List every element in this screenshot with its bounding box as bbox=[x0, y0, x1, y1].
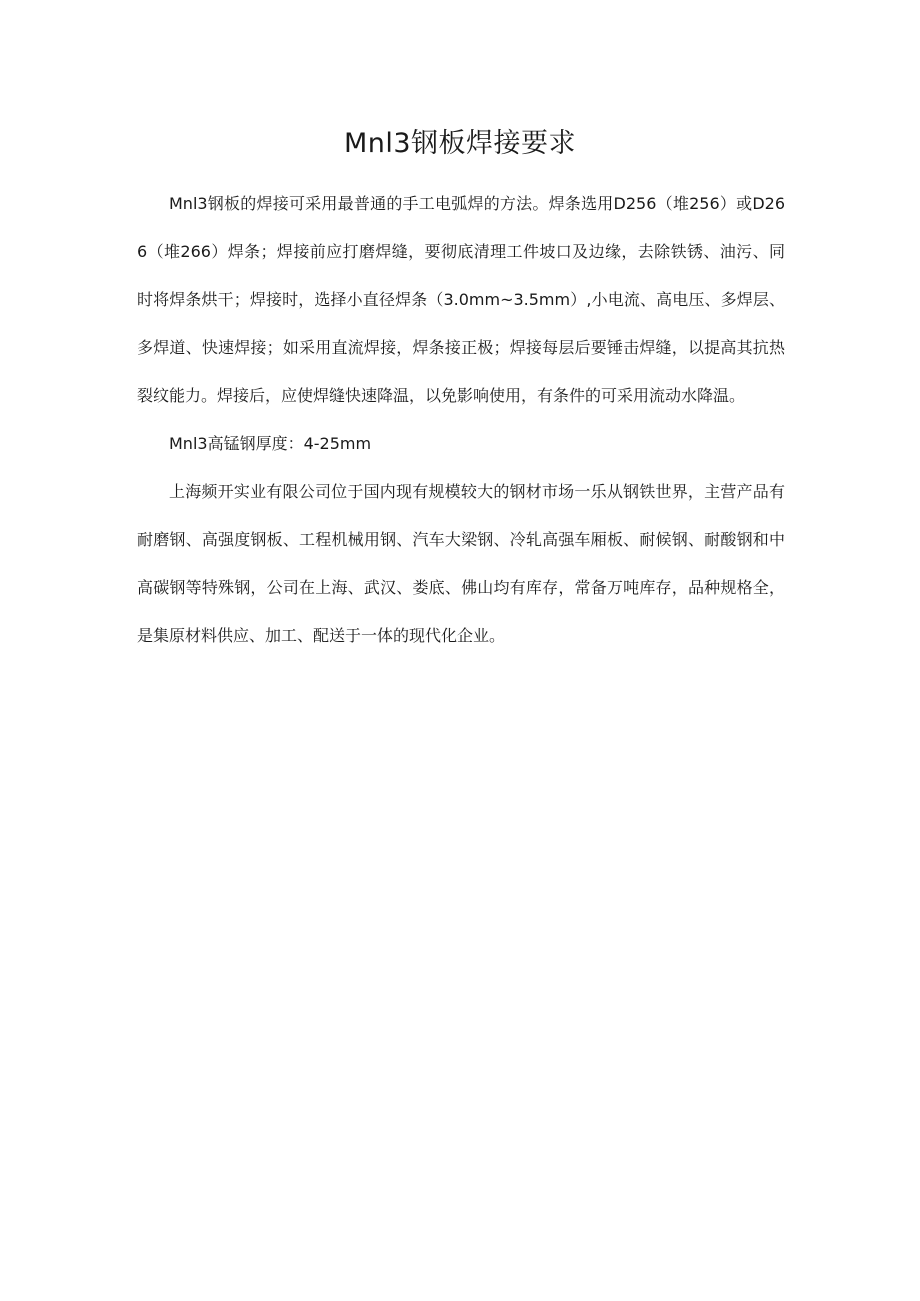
document-body bbox=[137, 180, 785, 660]
paragraph-thickness: Mnl3高锰钢厚度：4-25mm bbox=[169, 434, 372, 453]
paragraph-welding-method: Mnl3钢板的焊接可采用最普通的手工电弧焊的方法。焊条选用D256（堆256）或D266（堆266）焊条；焊接前应打磨焊缝，要彻底清理工件坡口及边缘，去除铁锈、油污、同时将焊条烘干；焊接时，选择小直径焊条（3.0mm~3.5mm）,小电流、高电压、多焊层、多焊道、快速焊接；如采用直流焊接，焊条接正极；焊接每层后要锤击焊缝，以提高其抗热裂纹能力。焊接后，应使焊缝快速降温，以免影响使用，有条件的可采用流动水降温。 bbox=[137, 194, 785, 405]
document-title: Mnl3钢板焊接要求 bbox=[343, 128, 577, 159]
paragraph-company-intro: 上海频开实业有限公司位于国内现有规模较大的钢材市场一乐从钢铁世界，主营产品有耐磨钢、高强度钢板、工程机械用钢、汽车大梁钢、冷轧高强车厢板、耐候钢、耐酸钢和中高碳钢等特殊钢，公司在上海、武汉、娄底、佛山均有库存，常备万吨库存，品种规格全，是集原材料供应、加工、配送于一体的现代化企业。 bbox=[137, 482, 785, 645]
